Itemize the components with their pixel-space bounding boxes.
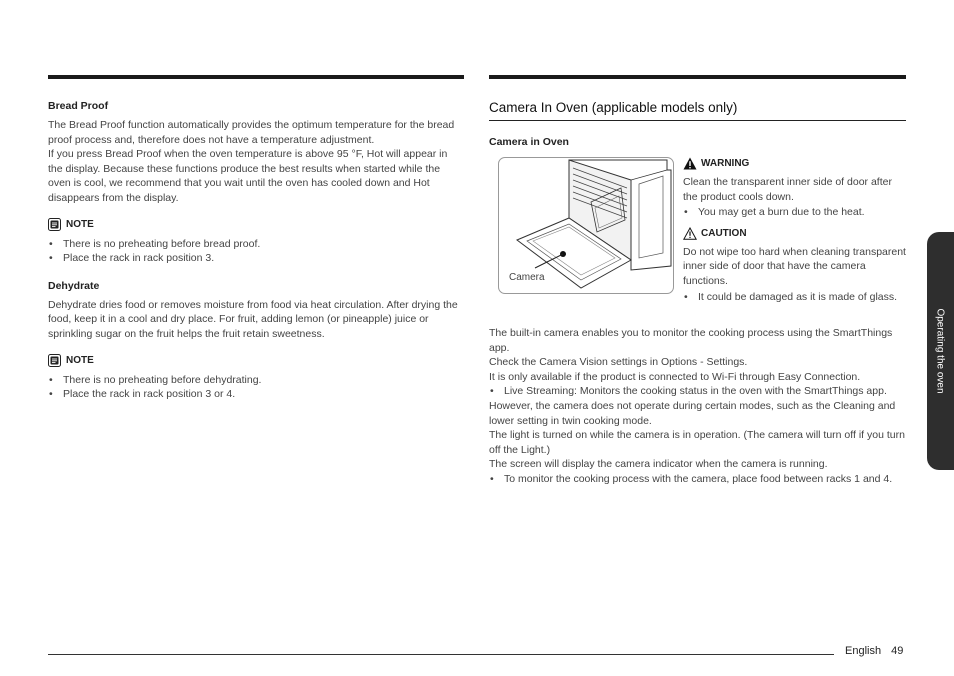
camera-paragraph: The screen will display the camera indicator when the camera is running.	[489, 458, 828, 471]
camera-bullets-1	[489, 384, 906, 399]
camera-paragraph: Check the Camera Vision settings in Options - Settings.	[489, 356, 748, 369]
dehydrate-body	[48, 298, 464, 342]
camera-paragraph: However, the camera does not operate during certain modes, such as the Cleaning and lower setting in twin cooking mode.	[489, 399, 896, 427]
warning-list	[683, 205, 907, 220]
camera-paragraph-group-2	[489, 399, 906, 472]
camera-subheading: Camera in Oven	[489, 136, 569, 148]
caution-list	[683, 290, 907, 305]
footer-language: English	[845, 645, 882, 657]
bread-proof-note-header	[48, 218, 464, 231]
list-item: • Live Streaming: Monitors the cooking status in the oven with the SmartThings app.	[489, 384, 906, 399]
dehydrate-heading: Dehydrate	[48, 279, 100, 292]
list-item: • To monitor the cooking process with the camera, place food between racks 1 and 4.	[489, 472, 906, 487]
side-tab-label: Operating the oven	[934, 308, 946, 394]
camera-description	[489, 326, 906, 487]
note-label: NOTE	[66, 354, 94, 366]
alerts-block	[683, 157, 907, 304]
note-icon	[48, 218, 61, 231]
caution-icon	[683, 227, 697, 240]
left-column	[48, 100, 464, 402]
camera-paragraph: The light is turned on while the camera is in operation. (The camera will turn off if you turn off the Light.)	[489, 429, 905, 456]
dehydrate-paragraph: Dehydrate dries food or removes moisture from food via heat circulation. After drying the food, keep it in a cool and dry place. For fruit, adding lemon (or pineapple) juice or sprinkling sugar on the fruit helps the fruit retain sweetness.	[48, 298, 458, 340]
note-label: NOTE	[66, 218, 94, 230]
camera-paragraph: It is only available if the product is connected to Wi-Fi through Easy Connection.	[489, 370, 861, 383]
section-side-tab	[927, 232, 954, 470]
footer-rule	[48, 654, 834, 655]
footer	[845, 645, 903, 657]
list-item: • Place the rack in rack position 3.	[48, 251, 464, 266]
right-column	[489, 100, 906, 154]
warning-label: WARNING	[701, 158, 750, 169]
camera-paragraph-group-1	[489, 326, 906, 384]
list-item: • It could be damaged as it is made of glass.	[683, 290, 907, 305]
camera-figure	[498, 157, 674, 294]
warning-text: Clean the transparent inner side of door after the product cools down.	[683, 176, 892, 203]
right-top-rule	[489, 75, 906, 79]
note-icon	[48, 354, 61, 367]
camera-bullets-2	[489, 472, 906, 487]
list-item: • There is no preheating before dehydrating.	[48, 373, 464, 388]
dehydrate-note-header	[48, 354, 464, 367]
camera-figure-label: Camera	[509, 272, 545, 283]
bread-proof-paragraph-2: If you press Bread Proof when the oven temperature is above 95 °F, Hot will appear in the display. Because these functions produce the best results when started while the oven is cool, we recommend that you wait until the oven has cooled down and Hot disappears from the display.	[48, 148, 448, 204]
list-item: • There is no preheating before bread proof.	[48, 237, 464, 252]
left-top-rule	[48, 75, 464, 79]
bread-proof-note-list	[48, 237, 464, 266]
bread-proof-paragraph-1: The Bread Proof function automatically provides the optimum temperature for the bread proof process and, therefore does not have a temperature adjustment.	[48, 119, 455, 146]
page-number: 49	[891, 645, 904, 657]
list-item: • Place the rack in rack position 3 or 4.	[48, 387, 464, 402]
section-title: Camera In Oven (applicable models only)	[489, 100, 738, 115]
caution-text: Do not wipe too hard when cleaning transparent inner side of door that have the camera functions.	[683, 245, 906, 287]
warning-icon	[683, 157, 697, 170]
caution-header	[683, 227, 907, 240]
list-item: • You may get a burn due to the heat.	[683, 205, 907, 220]
dehydrate-note-list	[48, 373, 464, 402]
caution-label: CAUTION	[701, 227, 747, 239]
warning-header	[683, 157, 907, 170]
bread-proof-body	[48, 118, 464, 206]
bread-proof-heading: Bread Proof	[48, 100, 109, 112]
camera-paragraph: The built-in camera enables you to monitor the cooking process using the SmartThings app.	[489, 327, 893, 354]
